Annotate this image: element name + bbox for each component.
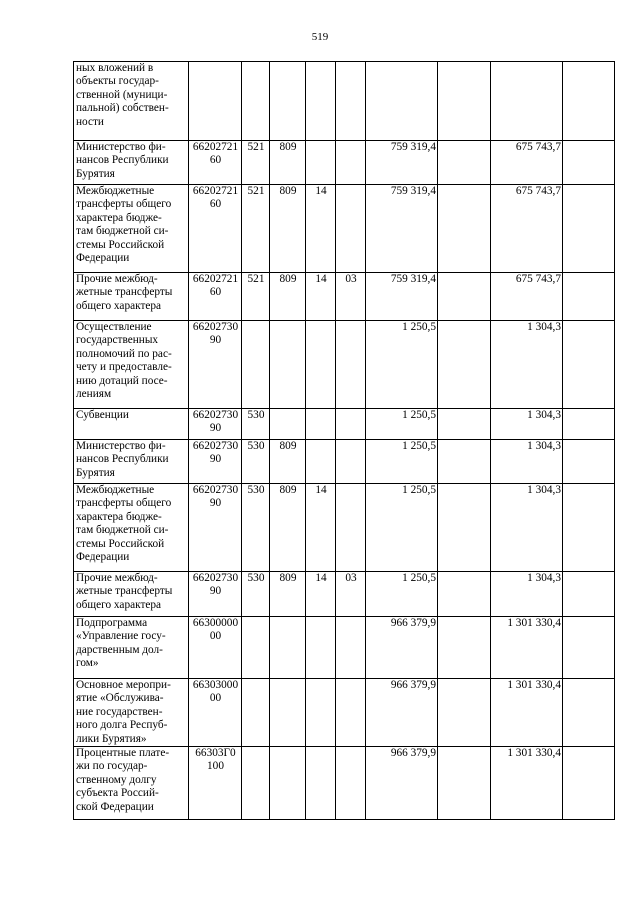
table-row [74,617,615,679]
row-name-line: стемы Российской [76,537,165,550]
amount-year-1 [366,62,438,141]
code-line: 66202730 [192,321,239,333]
target-article-code [189,484,242,572]
amount-year-1: 759 319,4 [366,141,438,185]
section-code [306,62,336,141]
code-line: 00 [209,630,222,643]
table-row [74,141,615,185]
section-code [306,617,336,679]
section-code [306,747,336,820]
ministry-code [270,321,306,409]
ministry-code [270,62,306,141]
table-row [74,440,615,484]
empty-cell [563,321,615,409]
ministry-code: 809 [270,185,306,273]
row-name-line: лениям [76,388,112,401]
empty-cell [438,185,491,273]
target-article-code [189,321,242,409]
code-line: 90 [209,585,222,598]
expense-type-code: 530 [242,440,270,484]
row-name-line: нансов Республики [76,154,169,167]
subsection-code: 03 [336,572,366,617]
amount-year-2: 1 301 330,4 [491,679,563,747]
row-name-line: пальной) собствен- [76,102,169,115]
expense-type-code [242,617,270,679]
row-name-line: общего характера [76,598,162,611]
subsection-code [336,409,366,440]
empty-cell [438,747,491,820]
ministry-code [270,617,306,679]
code-line: 66202721 [192,273,239,285]
amount-year-2: 1 301 330,4 [491,747,563,820]
empty-cell [563,62,615,141]
amount-year-2: 1 304,3 [491,572,563,617]
empty-cell [563,484,615,572]
row-name-line: ственной (муници- [76,88,168,101]
code-line: 60 [209,286,222,299]
row-name-line: Бурятия [76,466,115,479]
section-code: 14 [306,273,336,321]
amount-year-2: 1 304,3 [491,409,563,440]
code-line: 66202730 [192,572,239,584]
expense-type-code [242,321,270,409]
target-article-code [189,679,242,747]
row-name-line: характера бюдже- [76,211,162,224]
subsection-code [336,484,366,572]
expense-type-code: 521 [242,141,270,185]
amount-year-2: 675 743,7 [491,141,563,185]
section-code: 14 [306,185,336,273]
target-article-code [189,273,242,321]
row-name [74,572,189,617]
row-name-line: характера бюдже- [76,510,162,523]
row-name-line: лики Бурятия» [76,732,147,745]
empty-cell [438,321,491,409]
target-article-code [189,747,242,820]
row-name-line: нансов Республики [76,453,169,466]
row-name-line: жетные трансферты [76,286,173,299]
row-name-line: ние государствен- [76,705,163,718]
subsection-code [336,321,366,409]
code-line: 66202721 [192,141,239,153]
section-code: 14 [306,484,336,572]
table-row [74,747,615,820]
target-article-code [189,141,242,185]
row-name-line: там бюджетной си- [76,225,169,238]
row-name-line: Федерации [76,252,130,265]
code-line: 60 [209,154,222,167]
row-name-line: общего характера [76,299,162,312]
code-line: 100 [207,760,224,773]
row-name-line: «Управление госу- [76,630,166,643]
code-line: 66303000 [192,679,239,691]
row-name-line: Прочие межбюд- [76,572,158,584]
expense-type-code: 521 [242,185,270,273]
amount-year-2: 675 743,7 [491,185,563,273]
row-name-line: гом» [76,657,99,670]
ministry-code: 809 [270,273,306,321]
table-row [74,185,615,273]
empty-cell [563,440,615,484]
row-name-line: ных вложений в [76,62,154,74]
expense-type-code [242,747,270,820]
code-line: 60 [209,198,222,211]
row-name-line: Субвенции [76,409,129,421]
section-code [306,440,336,484]
row-name-line: ской Федерации [76,800,154,813]
row-name [74,273,189,321]
row-name-line: Осуществление [76,321,152,333]
target-article-code [189,62,242,141]
amount-year-1: 1 250,5 [366,321,438,409]
row-name-line: трансферты общего [76,497,172,510]
code-line: 66300000 [192,617,239,629]
ministry-code: 809 [270,572,306,617]
amount-year-1: 966 379,9 [366,617,438,679]
section-code [306,679,336,747]
amount-year-2: 1 304,3 [491,484,563,572]
target-article-code [189,440,242,484]
row-name-line: ности [76,115,104,128]
row-name-line: ятие «Обслужива- [76,692,164,705]
section-code [306,141,336,185]
amount-year-2: 1 304,3 [491,321,563,409]
table-row [74,273,615,321]
section-code [306,321,336,409]
code-line: 66202730 [192,440,239,452]
row-name-line: Федерации [76,551,130,564]
subsection-code [336,747,366,820]
code-line: 90 [209,334,222,347]
row-name-line: Межбюджетные [76,484,155,496]
row-name-line: чету и предоставле- [76,361,172,374]
expense-type-code: 530 [242,484,270,572]
row-name [74,679,189,747]
empty-cell [438,141,491,185]
table-row [74,321,615,409]
row-name-line: Процентные плате- [76,747,170,760]
subsection-code: 03 [336,273,366,321]
table-row [74,572,615,617]
target-article-code [189,572,242,617]
code-line: 90 [209,453,222,466]
empty-cell [563,185,615,273]
row-name [74,747,189,820]
empty-cell [563,572,615,617]
code-line: 90 [209,422,222,435]
row-name [74,617,189,679]
expense-type-code [242,62,270,141]
empty-cell [563,617,615,679]
subsection-code [336,440,366,484]
row-name-line: Прочие межбюд- [76,273,158,285]
row-name-line: Бурятия [76,167,115,180]
amount-year-1: 966 379,9 [366,679,438,747]
row-name-line: Подпрограмма [76,617,148,629]
code-line: 66202730 [192,409,239,421]
row-name-line: субъекта Россий- [76,787,159,800]
page-number: 519 [311,31,329,43]
empty-cell [438,572,491,617]
empty-cell [563,747,615,820]
ministry-code: 809 [270,141,306,185]
subsection-code [336,617,366,679]
ministry-code: 809 [270,440,306,484]
amount-year-1: 1 250,5 [366,572,438,617]
expense-type-code [242,679,270,747]
row-name-line: жи по государ- [76,760,148,773]
empty-cell [563,679,615,747]
section-code [306,409,336,440]
amount-year-2: 675 743,7 [491,273,563,321]
code-line: 90 [209,497,222,510]
empty-cell [563,409,615,440]
row-name [74,409,189,440]
amount-year-2: 1 304,3 [491,440,563,484]
amount-year-1: 1 250,5 [366,409,438,440]
row-name-line: Межбюджетные [76,185,155,197]
empty-cell [438,679,491,747]
row-name-line: там бюджетной си- [76,524,169,537]
row-name-line: стемы Российской [76,238,165,251]
subsection-code [336,62,366,141]
empty-cell [438,409,491,440]
row-name-line: объекты государ- [76,75,159,88]
row-name-line: нию дотаций посе- [76,374,168,387]
empty-cell [438,440,491,484]
row-name [74,484,189,572]
table-row [74,679,615,747]
table-row [74,62,615,141]
row-name-line: Министерство фи- [76,440,166,452]
row-name-line: ственному долгу [76,773,157,786]
empty-cell [438,617,491,679]
amount-year-1: 759 319,4 [366,185,438,273]
target-article-code [189,185,242,273]
row-name [74,141,189,185]
row-name-line: Основное меропри- [76,679,171,691]
empty-cell [438,484,491,572]
row-name-line: Министерство фи- [76,141,166,153]
empty-cell [438,62,491,141]
subsection-code [336,185,366,273]
empty-cell [563,273,615,321]
row-name-line: ного долга Респуб- [76,719,168,732]
table-row [74,484,615,572]
code-line: 00 [209,692,222,705]
code-line: 66202730 [192,484,239,496]
empty-cell [563,141,615,185]
subsection-code [336,679,366,747]
row-name-line: трансферты общего [76,198,172,211]
ministry-code [270,747,306,820]
amount-year-1: 966 379,9 [366,747,438,820]
expense-type-code: 530 [242,409,270,440]
row-name-line: жетные трансферты [76,585,173,598]
amount-year-1: 1 250,5 [366,440,438,484]
subsection-code [336,141,366,185]
empty-cell [438,273,491,321]
amount-year-2 [491,62,563,141]
code-line: 66202721 [192,185,239,197]
amount-year-2: 1 301 330,4 [491,617,563,679]
ministry-code [270,409,306,440]
ministry-code: 809 [270,484,306,572]
budget-table-body [74,62,615,820]
expense-type-code: 521 [242,273,270,321]
row-name [74,321,189,409]
row-name-line: полномочий по рас- [76,347,172,360]
expense-type-code: 530 [242,572,270,617]
section-code: 14 [306,572,336,617]
target-article-code [189,617,242,679]
row-name [74,185,189,273]
ministry-code [270,679,306,747]
budget-table [73,61,615,820]
row-name-line: дарственным дол- [76,643,163,656]
row-name-line: государственных [76,334,159,347]
code-line: 66303Г0 [195,747,236,760]
row-name [74,62,189,141]
amount-year-1: 1 250,5 [366,484,438,572]
target-article-code [189,409,242,440]
amount-year-1: 759 319,4 [366,273,438,321]
table-row [74,409,615,440]
row-name [74,440,189,484]
